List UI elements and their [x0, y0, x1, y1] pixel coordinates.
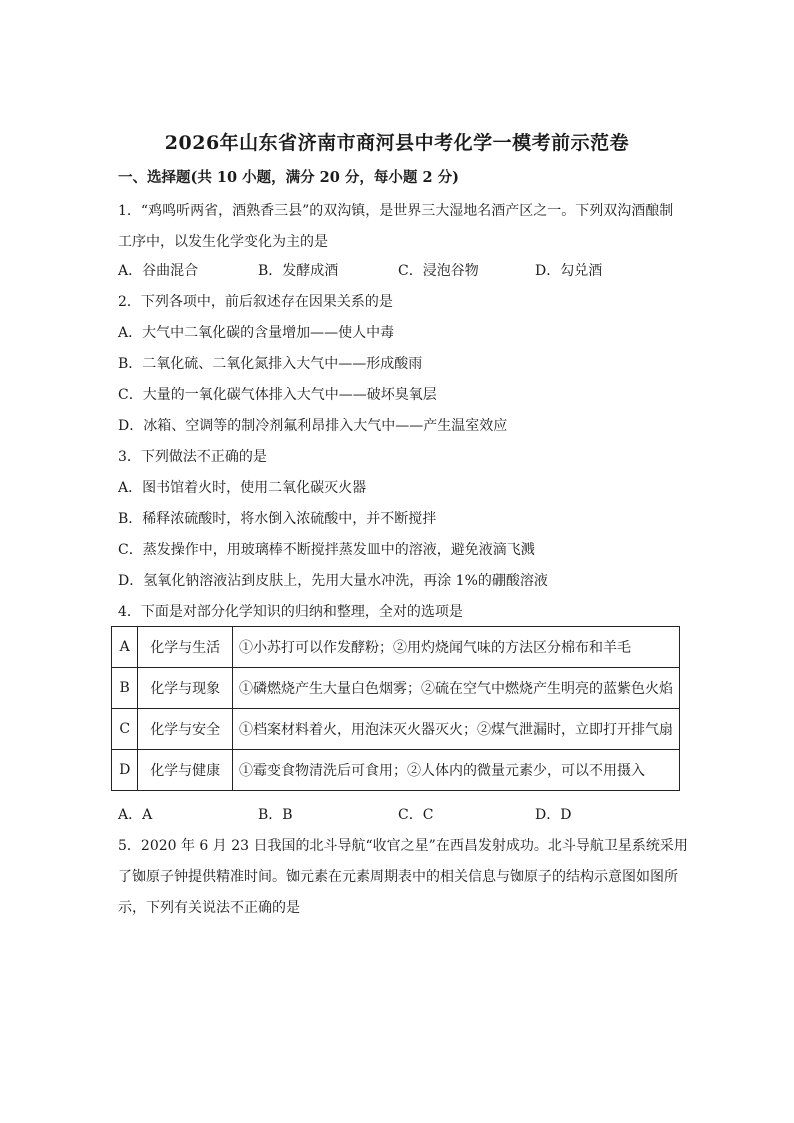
q1-option-b[interactable]: B．发酵成酒	[258, 263, 339, 279]
row-content: ①小苏打可以作发酵粉；②用灼烧闻气味的方法区分棉布和羊毛	[233, 627, 680, 668]
q1-stem-line2: 工序中，以发生化学变化为主的是	[118, 234, 328, 250]
row-letter: A	[112, 627, 138, 668]
row-topic: 化学与生活	[138, 627, 233, 668]
q5-stem-line3: 示，下列有关说法不正确的是	[118, 900, 300, 916]
q1-option-a[interactable]: A．谷曲混合	[118, 263, 199, 279]
q3-option-b[interactable]: B．稀释浓硫酸时，将水倒入浓硫酸中，并不断搅拌	[118, 511, 437, 527]
q1-stem-line1: 1．“鸡鸣听两省，酒熟香三县”的双沟镇，是世界三大湿地名酒产区之一。下列双沟酒酿制	[118, 203, 674, 219]
row-letter: B	[112, 668, 138, 709]
q4-option-a[interactable]: A．A	[118, 807, 153, 823]
table-row	[112, 709, 680, 750]
q2-option-a[interactable]: A．大气中二氧化碳的含量增加——使人中毒	[118, 325, 395, 341]
q3-stem: 3．下列做法不正确的是	[118, 449, 267, 465]
q3-option-c[interactable]: C．蒸发操作中，用玻璃棒不断搅拌蒸发皿中的溶液，避免液滴飞溅	[118, 542, 535, 558]
row-topic: 化学与健康	[138, 750, 233, 791]
q5-stem-line2: 了铷原子钟提供精准时间。铷元素在元素周期表中的相关信息与铷原子的结构示意图如图所	[118, 869, 678, 885]
q4-option-d[interactable]: D．D	[535, 807, 572, 823]
exam-title: 2026年山东省济南市商河县中考化学一模考前示范卷	[164, 132, 630, 154]
q1-option-d[interactable]: D．勾兑酒	[535, 263, 603, 279]
q4-knowledge-table	[111, 626, 680, 791]
q4-stem: 4．下面是对部分化学知识的归纳和整理，全对的选项是	[118, 604, 463, 620]
row-letter: D	[112, 750, 138, 791]
q3-option-a[interactable]: A．图书馆着火时，使用二氧化碳灭火器	[118, 480, 367, 496]
q2-stem: 2．下列各项中，前后叙述存在因果关系的是	[118, 294, 393, 310]
table-row	[112, 668, 680, 709]
row-topic: 化学与现象	[138, 668, 233, 709]
q3-option-d[interactable]: D．氢氧化钠溶液沾到皮肤上，先用大量水冲洗，再涂 1%的硼酸溶液	[118, 573, 548, 589]
table-row	[112, 750, 680, 791]
row-topic: 化学与安全	[138, 709, 233, 750]
row-content: ①磷燃烧产生大量白色烟雾；②硫在空气中燃烧产生明亮的蓝紫色火焰	[233, 668, 680, 709]
section-heading: 一、选择题(共 10 小题，满分 20 分，每小题 2 分)	[118, 169, 459, 186]
q1-option-c[interactable]: C．浸泡谷物	[398, 263, 479, 279]
row-letter: C	[112, 709, 138, 750]
q4-option-b[interactable]: B．B	[258, 807, 293, 823]
q5-stem-line1: 5．2020 年 6 月 23 日我国的北斗导航“收官之星”在西昌发射成功。北斗导航卫星系统采用	[118, 838, 688, 854]
q2-option-b[interactable]: B．二氧化硫、二氧化氮排入大气中——形成酸雨	[118, 356, 423, 372]
q2-option-c[interactable]: C．大量的一氧化碳气体排入大气中——破坏臭氧层	[118, 387, 437, 403]
row-content: ①档案材料着火，用泡沫灭火器灭火；②煤气泄漏时，立即打开排气扇	[233, 709, 680, 750]
table-row	[112, 627, 680, 668]
row-content: ①霉变食物清洗后可食用；②人体内的微量元素少，可以不用摄入	[233, 750, 680, 791]
q2-option-d[interactable]: D．冰箱、空调等的制冷剂氟利昂排入大气中——产生温室效应	[118, 418, 508, 434]
q4-option-c[interactable]: C．C	[398, 807, 434, 823]
